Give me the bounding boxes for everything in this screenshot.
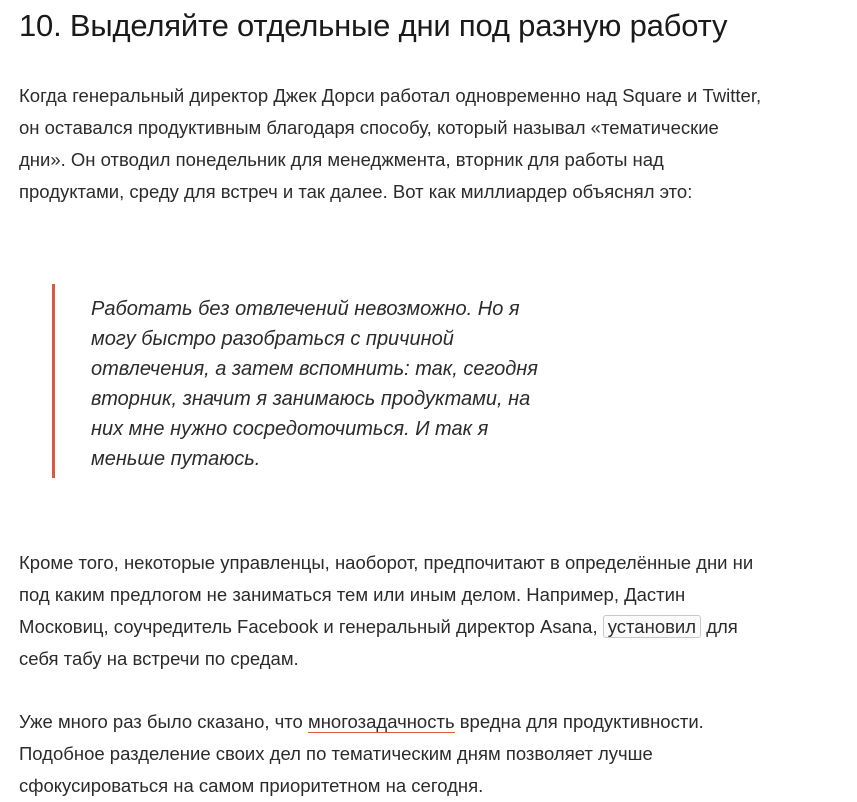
paragraph-line: продуктами, среду для встреч и так далее. Вот как миллиардер объяснял это: xyxy=(19,181,693,202)
quote-line: них мне нужно сосредоточиться. И так я xyxy=(91,418,489,440)
paragraph-line xyxy=(19,611,849,643)
quote-line: Работать без отвлечений невозможно. Но я xyxy=(91,298,520,320)
quote-line: вторник, значит я занимаюсь продуктами, на xyxy=(91,388,531,410)
quote-line: меньше путаюсь. xyxy=(91,448,261,470)
quote-line: могу быстро разобраться с причиной xyxy=(91,328,454,350)
paragraph-line: Подобное разделение своих дел по тематическим дням позволяет лучше xyxy=(19,743,653,764)
paragraph-dorsey xyxy=(19,80,849,208)
paragraph-text: Московиц, соучредитель Facebook и генеральный директор Asana, xyxy=(19,616,603,637)
paragraph-multitasking xyxy=(19,706,849,802)
paragraph-line xyxy=(19,706,849,738)
dorsey-quote xyxy=(52,284,561,478)
paragraph-line: сфокусироваться на самом приоритетном на сегодня. xyxy=(19,775,484,796)
multitasking-link[interactable]: многозадачность xyxy=(307,711,455,732)
article xyxy=(19,0,849,802)
paragraph-line: себя табу на встречи по средам. xyxy=(19,648,299,669)
paragraph-text: Уже много раз было сказано, что xyxy=(19,711,308,732)
paragraph-moskovitz xyxy=(19,547,849,675)
paragraph-line: дни». Он отводил понедельник для менеджмента, вторник для работы над xyxy=(19,149,664,170)
paragraph-line: он оставался продуктивным благодаря способу, который называл «тематические xyxy=(19,117,719,138)
paragraph-text: вредна для продуктивности. xyxy=(454,711,704,732)
paragraph-line: под каким предлогом не заниматься тем или иным делом. Например, Дастин xyxy=(19,584,686,605)
paragraph-line: Кроме того, некоторые управленцы, наоборот, предпочитают в определённые дни ни xyxy=(19,552,754,573)
quote-line: отвлечения, а затем вспомнить: так, сегодня xyxy=(91,358,538,380)
paragraph-text: для xyxy=(701,616,738,637)
paragraph-line: Когда генеральный директор Джек Дорси работал одновременно над Square и Twitter, xyxy=(19,85,762,106)
ustanovil-link[interactable]: установил xyxy=(603,615,701,638)
section-heading: 10. Выделяйте отдельные дни под разную работу xyxy=(19,8,728,43)
